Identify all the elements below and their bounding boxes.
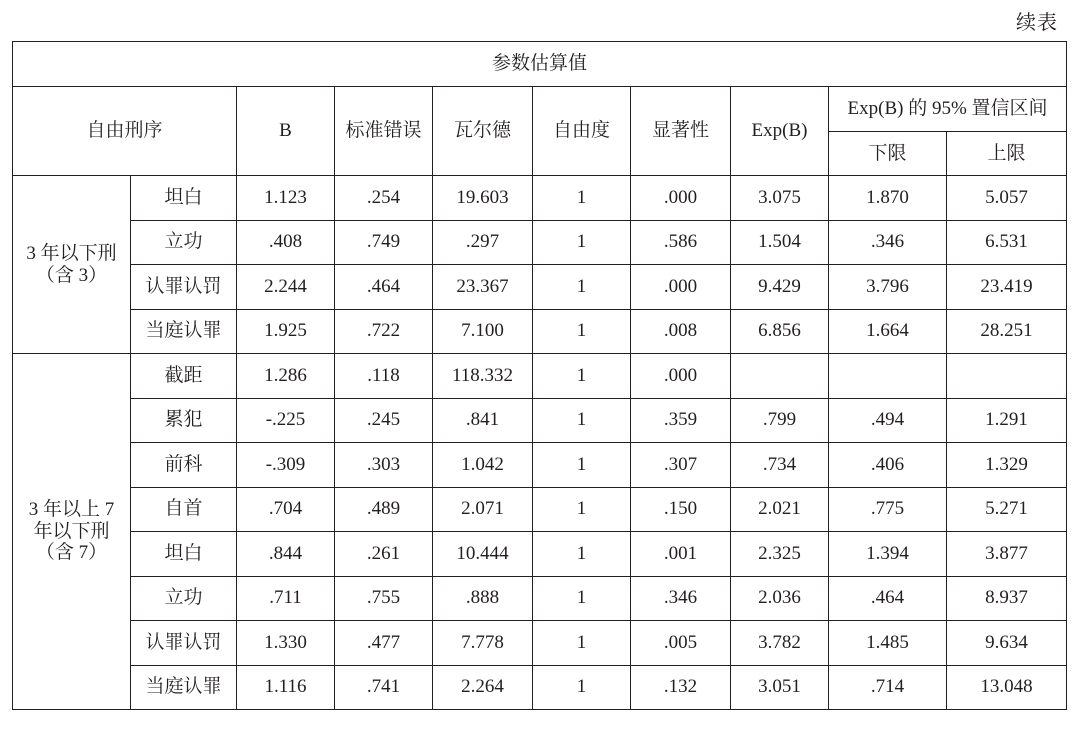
- row-label: 立功: [131, 220, 237, 265]
- cell-ci-lower: 1.485: [829, 621, 947, 666]
- cell-df: 1: [533, 176, 631, 221]
- cell-df: 1: [533, 532, 631, 577]
- cell-wald: 1.042: [433, 443, 533, 488]
- cell-df: 1: [533, 265, 631, 310]
- cell-b: 1.925: [237, 309, 335, 354]
- cell-df: 1: [533, 309, 631, 354]
- cell-ci-upper: 3.877: [947, 532, 1067, 577]
- table-row: [13, 220, 1067, 265]
- cell-std-err: .749: [335, 220, 433, 265]
- cell-b: .704: [237, 487, 335, 532]
- table-row: [13, 665, 1067, 710]
- cell-expb: 1.504: [731, 220, 829, 265]
- cell-b: .711: [237, 576, 335, 621]
- table-row: [13, 309, 1067, 354]
- table-title: 参数估算值: [13, 42, 1067, 87]
- cell-sig: .150: [631, 487, 731, 532]
- cell-df: 1: [533, 576, 631, 621]
- cell-wald: .841: [433, 398, 533, 443]
- cell-df: 1: [533, 621, 631, 666]
- row-label: 认罪认罚: [131, 265, 237, 310]
- cell-sig: .346: [631, 576, 731, 621]
- table-row: [13, 576, 1067, 621]
- cell-b: 1.116: [237, 665, 335, 710]
- cell-wald: .888: [433, 576, 533, 621]
- table-row: [13, 265, 1067, 310]
- cell-ci-lower: .464: [829, 576, 947, 621]
- cell-sig: .000: [631, 176, 731, 221]
- cell-expb: 2.036: [731, 576, 829, 621]
- cell-expb: .799: [731, 398, 829, 443]
- cell-wald: 19.603: [433, 176, 533, 221]
- cell-b: -.225: [237, 398, 335, 443]
- header-df: 自由度: [533, 87, 631, 176]
- header-std-err: 标准错误: [335, 87, 433, 176]
- group-label-line: 3 年以下刑: [26, 242, 117, 264]
- row-label: 坦白: [131, 176, 237, 221]
- cell-expb: 2.021: [731, 487, 829, 532]
- cell-expb: 2.325: [731, 532, 829, 577]
- group-label-line: （含 3）: [35, 264, 108, 286]
- cell-sig: .586: [631, 220, 731, 265]
- row-label: 立功: [131, 576, 237, 621]
- cell-df: 1: [533, 665, 631, 710]
- header-sig: 显著性: [631, 87, 731, 176]
- cell-expb: .734: [731, 443, 829, 488]
- cell-ci-upper: 5.271: [947, 487, 1067, 532]
- cell-b: .408: [237, 220, 335, 265]
- cell-ci-lower: 1.664: [829, 309, 947, 354]
- cell-df: 1: [533, 354, 631, 399]
- cell-sig: .359: [631, 398, 731, 443]
- cell-expb: 3.051: [731, 665, 829, 710]
- cell-std-err: .489: [335, 487, 433, 532]
- group-label: [13, 176, 131, 354]
- table-row: [13, 176, 1067, 221]
- parameter-estimates-table: [12, 41, 1067, 710]
- cell-ci-lower: .346: [829, 220, 947, 265]
- header-group: 自由刑序: [13, 87, 237, 176]
- cell-expb: [731, 354, 829, 399]
- cell-b: 2.244: [237, 265, 335, 310]
- cell-sig: .005: [631, 621, 731, 666]
- cell-ci-upper: 8.937: [947, 576, 1067, 621]
- table-row: [13, 487, 1067, 532]
- group-label-line: 3 年以上 7: [28, 498, 115, 520]
- cell-ci-upper: 5.057: [947, 176, 1067, 221]
- row-label: 当庭认罪: [131, 309, 237, 354]
- cell-ci-upper: 13.048: [947, 665, 1067, 710]
- cell-wald: 118.332: [433, 354, 533, 399]
- continued-label: 续表: [1016, 12, 1058, 34]
- row-label: 坦白: [131, 532, 237, 577]
- cell-expb: 3.075: [731, 176, 829, 221]
- row-label: 累犯: [131, 398, 237, 443]
- cell-sig: .001: [631, 532, 731, 577]
- cell-ci-lower: [829, 354, 947, 399]
- cell-df: 1: [533, 487, 631, 532]
- cell-b: 1.330: [237, 621, 335, 666]
- cell-sig: .008: [631, 309, 731, 354]
- header-ci-upper: 上限: [947, 132, 1067, 176]
- cell-wald: 10.444: [433, 532, 533, 577]
- row-label: 自首: [131, 487, 237, 532]
- cell-ci-upper: 28.251: [947, 309, 1067, 354]
- cell-sig: .000: [631, 265, 731, 310]
- cell-ci-upper: 23.419: [947, 265, 1067, 310]
- cell-wald: 2.264: [433, 665, 533, 710]
- header-expb: Exp(B): [731, 87, 829, 176]
- cell-std-err: .722: [335, 309, 433, 354]
- cell-expb: 6.856: [731, 309, 829, 354]
- cell-expb: 9.429: [731, 265, 829, 310]
- cell-std-err: .741: [335, 665, 433, 710]
- cell-wald: 2.071: [433, 487, 533, 532]
- cell-ci-upper: 1.329: [947, 443, 1067, 488]
- cell-b: 1.286: [237, 354, 335, 399]
- cell-ci-upper: 6.531: [947, 220, 1067, 265]
- cell-ci-upper: [947, 354, 1067, 399]
- cell-ci-upper: 1.291: [947, 398, 1067, 443]
- header-wald: 瓦尔德: [433, 87, 533, 176]
- row-label: 认罪认罚: [131, 621, 237, 666]
- table-row: [13, 532, 1067, 577]
- table-row: [13, 398, 1067, 443]
- cell-b: -.309: [237, 443, 335, 488]
- cell-std-err: .477: [335, 621, 433, 666]
- cell-ci-lower: .494: [829, 398, 947, 443]
- table-row: [13, 621, 1067, 666]
- group-label: [13, 354, 131, 710]
- cell-df: 1: [533, 220, 631, 265]
- cell-sig: .000: [631, 354, 731, 399]
- cell-ci-lower: 3.796: [829, 265, 947, 310]
- table-row: [13, 354, 1067, 399]
- cell-std-err: .303: [335, 443, 433, 488]
- cell-expb: 3.782: [731, 621, 829, 666]
- cell-ci-lower: .714: [829, 665, 947, 710]
- cell-wald: .297: [433, 220, 533, 265]
- cell-ci-lower: 1.394: [829, 532, 947, 577]
- cell-b: 1.123: [237, 176, 335, 221]
- row-label: 当庭认罪: [131, 665, 237, 710]
- row-label: 前科: [131, 443, 237, 488]
- cell-ci-lower: .775: [829, 487, 947, 532]
- cell-std-err: .261: [335, 532, 433, 577]
- cell-std-err: .755: [335, 576, 433, 621]
- cell-std-err: .245: [335, 398, 433, 443]
- header-ci-lower: 下限: [829, 132, 947, 176]
- cell-sig: .307: [631, 443, 731, 488]
- group-label-line: 年以下刑: [33, 520, 110, 542]
- cell-wald: 23.367: [433, 265, 533, 310]
- cell-ci-lower: 1.870: [829, 176, 947, 221]
- cell-ci-lower: .406: [829, 443, 947, 488]
- cell-ci-upper: 9.634: [947, 621, 1067, 666]
- header-b: B: [237, 87, 335, 176]
- cell-df: 1: [533, 398, 631, 443]
- cell-wald: 7.100: [433, 309, 533, 354]
- table-row: [13, 443, 1067, 488]
- cell-b: .844: [237, 532, 335, 577]
- cell-df: 1: [533, 443, 631, 488]
- cell-std-err: .464: [335, 265, 433, 310]
- group-label-line: （含 7）: [35, 542, 108, 564]
- header-ci: Exp(B) 的 95% 置信区间: [829, 87, 1067, 132]
- cell-sig: .132: [631, 665, 731, 710]
- cell-std-err: .254: [335, 176, 433, 221]
- row-label: 截距: [131, 354, 237, 399]
- cell-std-err: .118: [335, 354, 433, 399]
- cell-wald: 7.778: [433, 621, 533, 666]
